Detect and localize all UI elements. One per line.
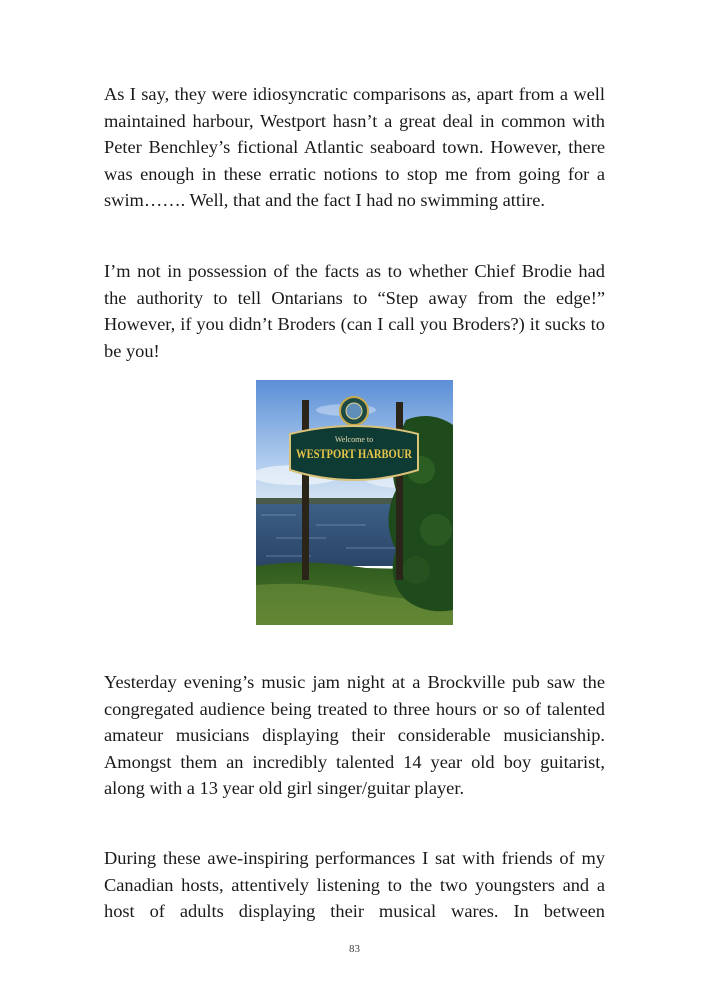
- sign-welcome-text: Welcome to: [334, 435, 374, 444]
- body-paragraph-1: As I say, they were idiosyncratic comparisons as, apart from a well maintained harbour, Westport hasn’t a great deal in common with Peter Benchley’s fictional Atlantic seaboard town. However, there was enough in these erratic notions to stop me from going for a swim……. Well, that and the fact I had no swimming attire.: [104, 84, 605, 211]
- sign-westport-harbour-text: WESTPORT HARBOUR: [296, 447, 413, 461]
- body-paragraph-3: Yesterday evening’s music jam night at a Brockville pub saw the congregated audience being treated to three hours or so of talented amateur musicians displaying their considerable musicianship. Amongst them an incredibly talented 14 year old boy guitarist, along with a 13 year old girl singer/guitar player.: [104, 672, 605, 799]
- page-number: 83: [349, 943, 360, 955]
- body-paragraph-2: I’m not in possession of the facts as to whether Chief Brodie had the authority to tell Ontarians to “Step away from the edge!” However, if you didn’t Broders (can I call you Broders?) it sucks to be you!: [104, 261, 605, 361]
- westport-harbour-sign-photo: [256, 380, 453, 625]
- body-paragraph-4: During these awe-inspiring performances I sat with friends of my Canadian hosts, attentively listening to the two youngsters and a host of adults displaying their musical wares. In between: [104, 848, 605, 922]
